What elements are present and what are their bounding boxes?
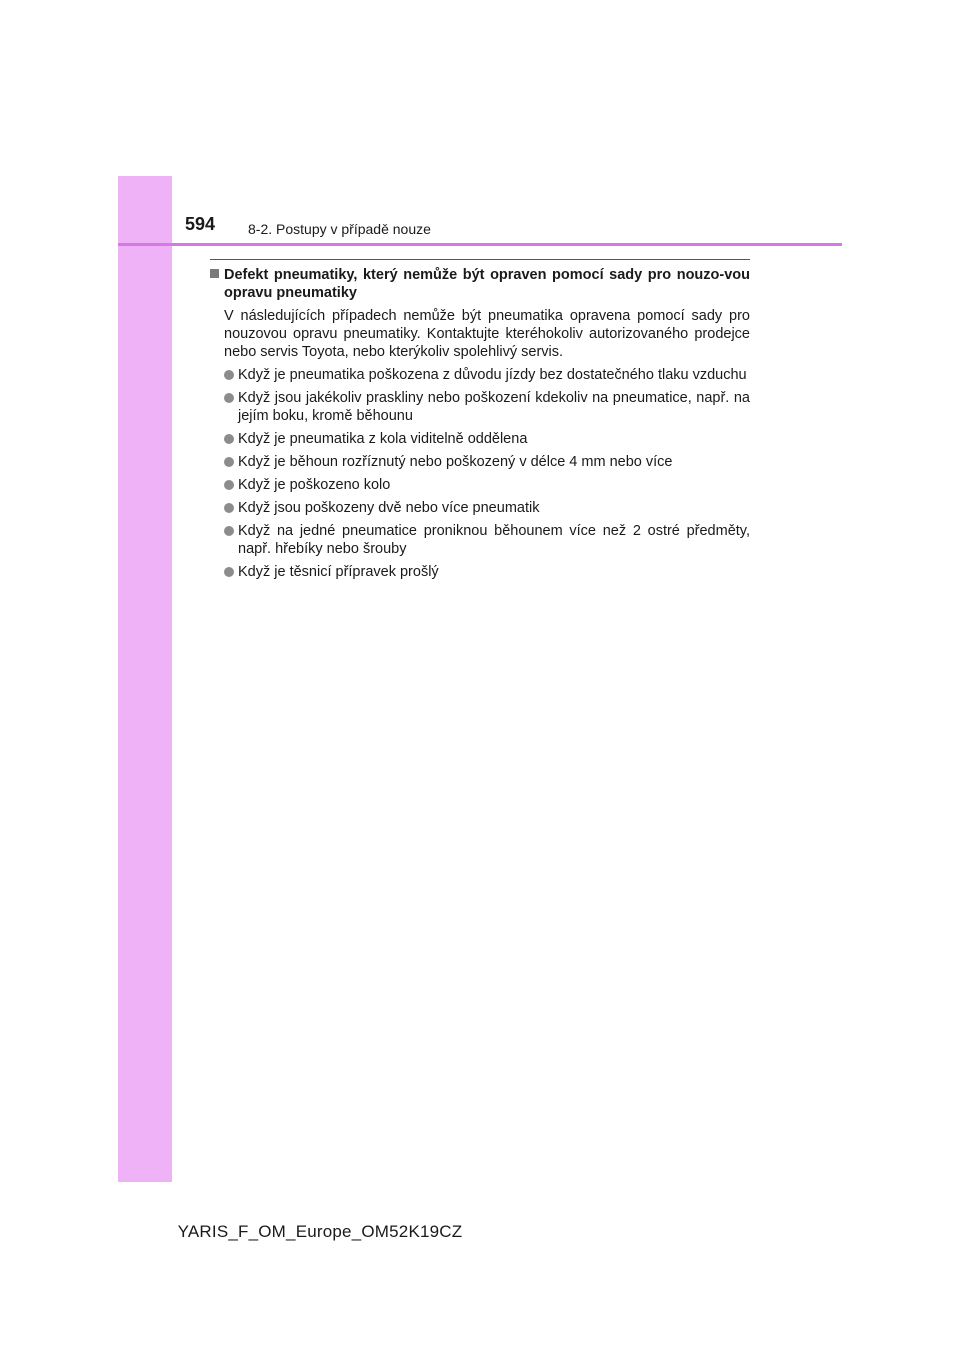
document-code-footer: YARIS_F_OM_Europe_OM52K19CZ <box>177 1222 463 1241</box>
page-number: 594 <box>185 214 216 234</box>
bullet-list <box>210 366 750 581</box>
list-item-text: Když jsou jakékoliv praskliny nebo poškození kdekoliv na pneumatice, např. na jejím boku, kromě běhounu <box>238 390 750 424</box>
list-item <box>210 430 750 448</box>
circle-bullet-icon <box>224 503 234 513</box>
subsection-heading-text: Defekt pneumatiky, který nemůže být opraven pomocí sady pro nouzo-vou opravu pneumatiky <box>224 267 750 301</box>
circle-bullet-icon <box>224 567 234 577</box>
circle-bullet-icon <box>224 370 234 380</box>
square-bullet-icon <box>210 269 219 278</box>
list-item <box>210 476 750 494</box>
list-item-text: Když jsou poškozeny dvě nebo více pneumatik <box>238 500 540 516</box>
circle-bullet-icon <box>224 393 234 403</box>
list-item <box>210 563 750 581</box>
circle-bullet-icon <box>224 480 234 490</box>
list-item <box>210 499 750 517</box>
content-divider <box>210 259 750 260</box>
chapter-sidebar-tab <box>118 176 172 1182</box>
circle-bullet-icon <box>224 526 234 536</box>
header-rule <box>118 243 842 246</box>
section-title: 8-2. Postupy v případě nouze <box>248 221 431 237</box>
list-item-text: Když je poškozeno kolo <box>238 477 391 493</box>
list-item-text: Když je běhoun rozříznutý nebo poškozený v délce 4 mm nebo více <box>238 454 673 470</box>
list-item-text: Když je pneumatika z kola viditelně oddělena <box>238 431 528 447</box>
list-item <box>210 522 750 558</box>
subsection-heading <box>210 266 750 302</box>
list-item-text: Když na jedné pneumatice proniknou běhounem více než 2 ostré předměty, např. hřebíky nebo šrouby <box>238 523 750 557</box>
list-item-text: Když je pneumatika poškozena z důvodu jízdy bez dostatečného tlaku vzduchu <box>238 367 747 383</box>
list-item <box>210 453 750 471</box>
intro-paragraph: V následujících případech nemůže být pneumatika opravena pomocí sady pro nouzovou opravu pneumatiky. Kontaktujte kteréhokoliv autorizovaného prodejce nebo servis Toyota, nebo kterýkoliv spolehlivý servis. <box>224 308 750 360</box>
circle-bullet-icon <box>224 434 234 444</box>
list-item-text: Když je těsnicí přípravek prošlý <box>238 564 439 580</box>
circle-bullet-icon <box>224 457 234 467</box>
content-body <box>210 266 750 586</box>
list-item <box>210 389 750 425</box>
list-item <box>210 366 750 384</box>
